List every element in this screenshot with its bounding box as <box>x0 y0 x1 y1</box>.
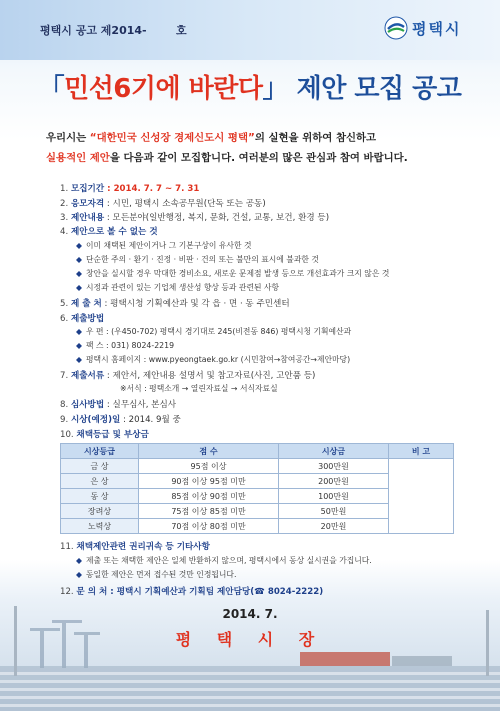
intro-accent: 실용적인 제안 <box>46 152 110 164</box>
section-num: 1. <box>60 184 69 194</box>
section-label: 심사방법 <box>70 400 105 410</box>
section-num: 7. <box>60 371 69 381</box>
column-header: 시상등급 <box>61 444 139 459</box>
list-item-label: 평택시 홈페이지 <box>86 355 142 364</box>
section-value: : 2014. 7. 7 ~ 7. 31 <box>104 184 200 194</box>
table-cell-note <box>389 459 454 534</box>
intro-text-c: 을 다음과 같이 모집합니다. 여러분의 많은 관심과 참여 바랍니다. <box>109 152 408 164</box>
section-num: 6. <box>60 314 69 324</box>
diamond-bullet-icon: ◆ <box>76 556 82 565</box>
list-item <box>76 254 319 265</box>
list-item <box>76 555 372 566</box>
section-label: 제출서류 <box>70 371 105 381</box>
table-cell: 85점 이상 90점 미만 <box>139 489 279 504</box>
section-award-grades <box>60 428 149 440</box>
section-label: 제안으로 볼 수 없는 것 <box>70 227 158 237</box>
section-label: 제출방법 <box>70 314 105 324</box>
section-label: 제 출 처 <box>70 299 102 309</box>
section-value: : 제안서, 제안내용 설명서 및 참고자료(사진, 고안품 등) <box>104 371 316 381</box>
table-cell: 90점 이상 95점 미만 <box>139 474 279 489</box>
award-table <box>60 443 454 534</box>
section-num: 12. <box>60 587 74 597</box>
list-item-text: : www.pyeongtaek.go.kr (시민참여→참여공간→제안마당) <box>141 355 351 364</box>
list-item <box>76 240 252 251</box>
intro-quote: “대한민국 신성장 경제신도시 평택” <box>89 132 255 144</box>
title-highlight: 민선6기에 바란다 <box>64 74 263 104</box>
list-item-text: 단순한 주의 · 환기 · 진정 · 비판 · 건의 또는 불만의 표시에 불과한 것 <box>86 255 319 264</box>
section-submit-place <box>60 297 290 309</box>
column-header: 시상금 <box>279 444 389 459</box>
section-award-date <box>60 413 181 425</box>
diamond-bullet-icon: ◆ <box>76 241 82 250</box>
section-rights <box>60 540 210 552</box>
table-cell: 200만원 <box>279 474 389 489</box>
list-item-text: 시정과 관련이 있는 기업체 생산성 향상 등과 관련된 사항 <box>86 283 280 292</box>
section-label: 채택등급 및 부상금 <box>76 430 149 440</box>
section-num: 8. <box>60 400 69 410</box>
documents-note: ※서식 : 평택소개 → 열린자료실 → 서식자료실 <box>120 384 278 393</box>
intro-text-b: 의 실현을 위하여 참신하고 <box>254 132 377 144</box>
notice-ho: 호 <box>176 24 187 37</box>
section-label: 응모자격 <box>70 199 105 209</box>
section-period <box>60 182 199 194</box>
title-rest: 제안 모집 공고 <box>288 74 462 104</box>
list-item-web <box>76 354 350 365</box>
list-item-mail <box>76 326 351 337</box>
section-num: 9. <box>60 415 69 425</box>
section-value: : 시민, 평택시 소속공무원(단독 또는 공동) <box>104 199 266 209</box>
list-item-label: 우 편 <box>86 327 104 336</box>
notice-date: 2014. 7. <box>222 607 278 621</box>
section-label: 문 의 처 <box>76 587 108 597</box>
section-content <box>60 211 329 223</box>
table-cell: 금 상 <box>61 459 139 474</box>
diamond-bullet-icon: ◆ <box>76 570 82 579</box>
table-cell: 노력상 <box>61 519 139 534</box>
intro-paragraph <box>46 128 466 168</box>
notice-number: 평택시 공고 제2014- <box>40 24 147 37</box>
table-cell: 20만원 <box>279 519 389 534</box>
table-cell: 75점 이상 85점 미만 <box>139 504 279 519</box>
section-value: : 실무심사, 본심사 <box>104 400 177 410</box>
section-num: 5. <box>60 299 69 309</box>
city-logo <box>384 16 461 40</box>
section-value: : 평택시 기획예산과 기획팀 제안담당(☎ 8024-2222) <box>107 587 324 597</box>
list-item-text: 동일한 제안은 먼저 접수된 것만 인정됩니다. <box>86 570 237 579</box>
section-value: : 2014. 9월 중 <box>120 415 181 425</box>
list-item-text: 제출 또는 채택한 제안은 일체 반환하지 않으며, 평택시에서 동상 실시권을 가집니다. <box>86 556 372 565</box>
section-review <box>60 398 176 410</box>
section-exclusions <box>60 225 158 237</box>
list-item-text: 창안을 실시할 경우 막대한 경비소요, 새로운 문제점 발생 등으로 개선효과가 크지 않은 것 <box>86 269 390 278</box>
mayor-signature: 평 택 시 장 <box>175 630 325 649</box>
list-item <box>76 268 389 279</box>
section-label: 모집기간 <box>70 184 105 194</box>
table-cell: 동 상 <box>61 489 139 504</box>
title-open-bracket: 「 <box>38 74 65 104</box>
column-header: 비 고 <box>389 444 454 459</box>
section-num: 4. <box>60 227 69 237</box>
section-submit-method <box>60 312 104 324</box>
section-label: 제안내용 <box>70 213 105 223</box>
table-cell: 70점 이상 80점 미만 <box>139 519 279 534</box>
list-item-text: 이미 채택된 제안이거나 그 기본구상이 유사한 것 <box>86 241 252 250</box>
diamond-bullet-icon: ◆ <box>76 355 82 364</box>
section-num: 11. <box>60 542 74 552</box>
table-cell: 300만원 <box>279 459 389 474</box>
section-value: : 모든분야(일반행정, 복지, 문화, 건설, 교통, 보건, 환경 등) <box>104 213 330 223</box>
list-item-text: : (우450-702) 평택시 경기대로 245(비전동 846) 평택시청 기획예산과 <box>103 327 352 336</box>
list-item-fax <box>76 340 174 351</box>
list-item <box>76 569 236 580</box>
section-num: 2. <box>60 199 69 209</box>
table-cell: 은 상 <box>61 474 139 489</box>
city-emblem-icon <box>384 16 408 40</box>
list-item <box>76 282 279 293</box>
table-cell: 95점 이상 <box>139 459 279 474</box>
column-header: 점 수 <box>139 444 279 459</box>
intro-text-a: 우리시는 <box>46 132 90 144</box>
section-eligibility <box>60 197 266 209</box>
city-logo-text: 평택시 <box>412 19 462 38</box>
diamond-bullet-icon: ◆ <box>76 283 82 292</box>
diamond-bullet-icon: ◆ <box>76 269 82 278</box>
section-value: : 평택시청 기획예산과 및 각 읍 · 면 · 동 주민센터 <box>101 299 290 309</box>
table-cell: 100만원 <box>279 489 389 504</box>
section-num: 3. <box>60 213 69 223</box>
page-title <box>0 68 500 105</box>
section-documents <box>60 369 315 381</box>
table-header-row <box>61 444 454 459</box>
section-label: 채택제안관련 권리귀속 등 기타사항 <box>76 542 210 552</box>
diamond-bullet-icon: ◆ <box>76 255 82 264</box>
list-item-label: 팩 스 <box>86 341 104 350</box>
section-num: 10. <box>60 430 74 440</box>
table-cell: 50만원 <box>279 504 389 519</box>
table-cell: 장려상 <box>61 504 139 519</box>
section-label: 시상(예정)일 <box>70 415 121 425</box>
list-item-text: : 031) 8024-2219 <box>103 341 175 350</box>
table-row <box>61 459 454 474</box>
diamond-bullet-icon: ◆ <box>76 341 82 350</box>
diamond-bullet-icon: ◆ <box>76 327 82 336</box>
title-close-bracket: 」 <box>262 74 289 104</box>
